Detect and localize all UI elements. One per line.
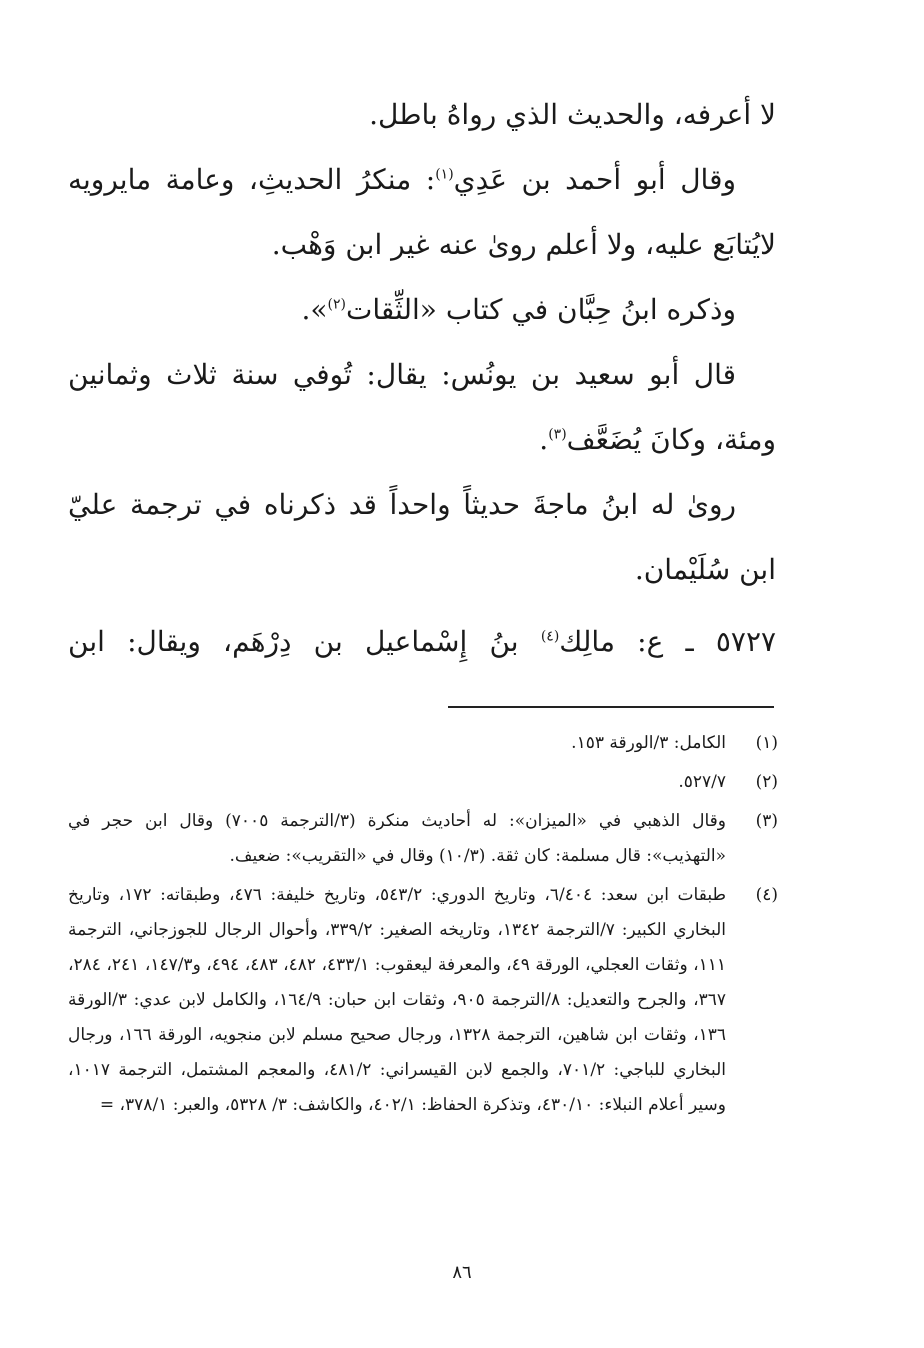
paragraph-3 <box>68 277 776 342</box>
paragraph-3-lead: وذكره ابنُ حِبَّان في كتاب «الثِّقات <box>345 293 736 326</box>
footnote-4 <box>68 878 778 1123</box>
entry-name-rest: بنُ إِسْماعيل بن دِرْهَم، ويقال: ابن <box>68 625 519 658</box>
footnote-separator <box>448 706 774 708</box>
footnote-ref-3[interactable]: (٣) <box>548 426 567 443</box>
footnote-ref-4[interactable]: (٤) <box>540 628 560 645</box>
paragraph-2 <box>68 147 776 277</box>
footnote-3 <box>68 804 778 874</box>
entry-number: ٥٧٢٧ ـ ع: مالِك <box>559 625 777 658</box>
footnote-text: ٥٢٧/٧. <box>678 772 726 792</box>
paragraph-1: لا أعرفه، والحديث الذي رواهُ باطل. <box>369 98 776 131</box>
main-text <box>68 82 776 602</box>
footnote-ref-2[interactable]: (٢) <box>327 296 346 313</box>
footnote-number: (٤) <box>755 885 778 905</box>
footnote-number: (٣) <box>755 811 778 831</box>
footnote-1 <box>68 726 778 761</box>
paragraph-4-lead: قال أبو سعيد بن يونُس: يقال: تُوفي سنة ثلاث وثمانين ومئة، وكانَ يُضَعَّف <box>68 358 776 456</box>
page-number: ٨٦ <box>452 1262 472 1283</box>
paragraph-5: روىٰ له ابنُ ماجةَ حديثاً واحداً قد ذكرناه في ترجمة عليّ ابن سُلَيْمان. <box>68 488 776 586</box>
footnote-number: (١) <box>755 733 778 753</box>
paragraph-3-rest: ». <box>301 293 328 326</box>
footnote-2 <box>68 765 778 800</box>
footnote-ref-1[interactable]: (١) <box>435 166 454 183</box>
paragraph-4 <box>68 342 776 472</box>
paragraph-4-rest: . <box>539 423 549 456</box>
paragraph-2-lead: وقال أبو أحمد بن عَدِي <box>453 163 736 196</box>
footnote-text: طبقات ابن سعد: ٦/٤٠٤، وتاريخ الدوري: ٥٤٣/٢، وتاريخ خليفة: ٤٧٦، وطبقاته: ١٧٢، وتاريخ البخاري الكبير: ٧/الترجمة ١٣٤٢، وتاريخه الصغير: ٣٣٩/٢، وأحوال الرجال للجوزجاني، الترجمة ١١١، وثقات العجلي، الورقة ٤٩، والمعرفة ليعقوب: ٤٣٣/١، ٤٨٢، ٤٨٣، ٤٩٤، و١٤٧/٣، ٢٤١، ٢٨٤، ٣٦٧، والجرح والتعديل: ٨/الترجمة ٩٠٥، وثقات ابن حبان: ١٦٤/٩، والكامل لابن عدي: ٣/الورقة ١٣٦، وثقات ابن شاهين، الترجمة ١٣٢٨، ورجال صحيح مسلم لابن منجويه، الورقة ١٦٦، ورجال البخاري للباجي: ٧٠١/٢، والجمع لابن القيسراني: ٤٨١/٢، والمعجم المشتمل، الترجمة ١٠١٧، وسير أعلام النبلاء: ٤٣٠/١٠، وتذكرة الحفاظ: ٤٠٢/١، والكاشف: ٣/ ٥٣٢٨، والعبر: ٣٧٨/١، = <box>68 885 727 1115</box>
footnote-text: الكامل: ٣/الورقة ١٥٣. <box>571 733 726 753</box>
paragraph-2-rest: : منكرُ الحديثِ، وعامة مايرويه لايُتابَع عليه، ولا أعلم روىٰ عنه غير ابن وَهْب. <box>68 163 776 261</box>
footnotes <box>68 726 778 1127</box>
footnote-number: (٢) <box>755 772 778 792</box>
footnote-text: وقال الذهبي في «الميزان»: له أحاديث منكرة (٣/الترجمة ٧٠٠٥) وقال ابن حجر في «التهذيب»: قال مسلمة: كان ثقة. (١٠/٣) وقال في «التقريب»: ضعيف. <box>68 811 727 866</box>
biography-entry-heading <box>68 612 776 672</box>
